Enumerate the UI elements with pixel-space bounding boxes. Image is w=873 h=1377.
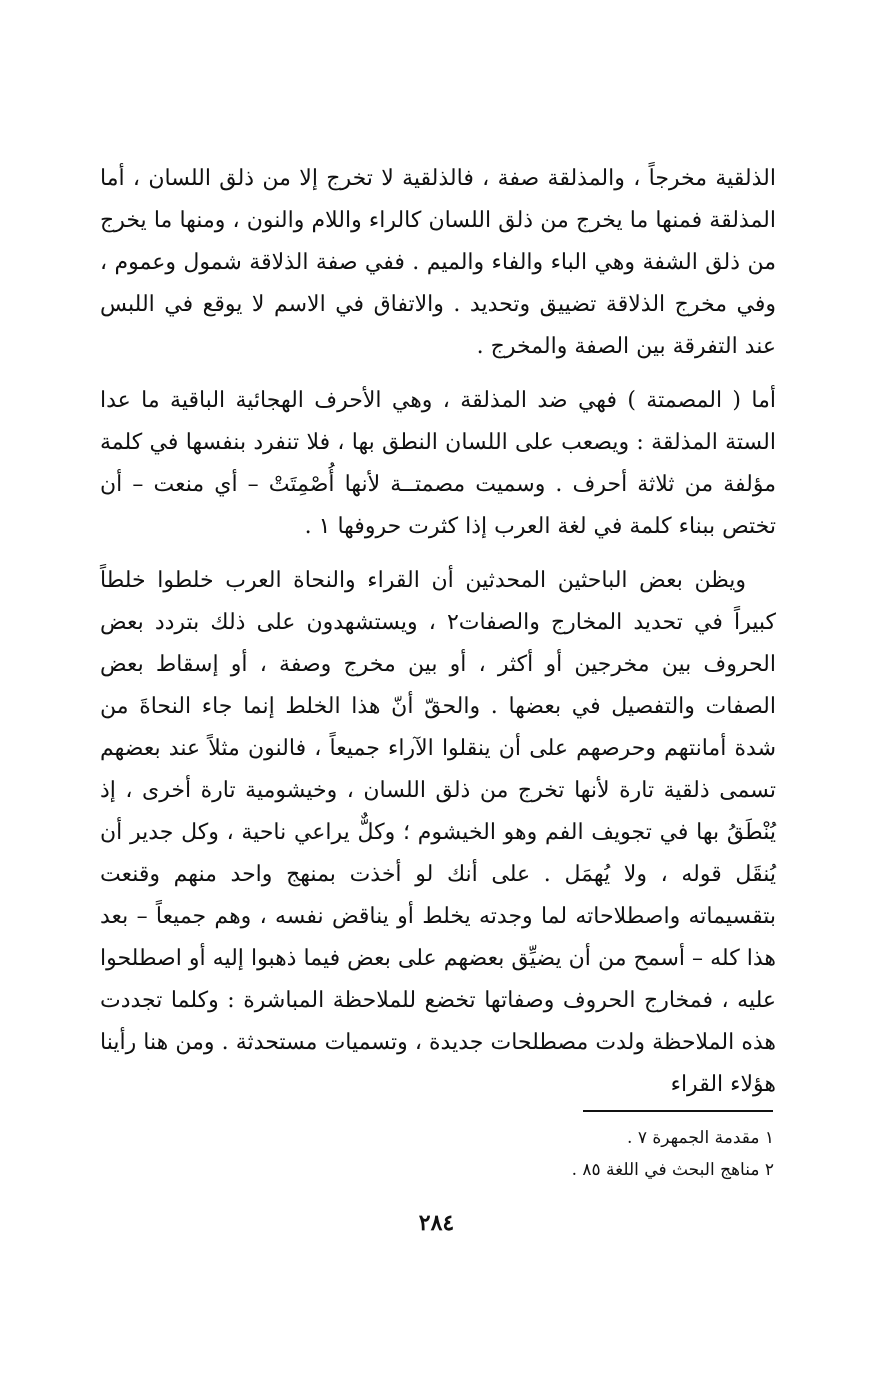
main-text-block [100,158,776,1106]
footnotes [560,1122,774,1186]
footnote-separator [583,1110,773,1112]
footnote-1: ١ مقدمة الجمهرة ٧ . [627,1128,774,1148]
paragraph-modern-researchers: ويظن بعض الباحثين المحدثين أن القراء والنحاة العرب خلطوا خلطاً كبيراً في تحديد المخارج والصفات٢ ، ويستشهدون على ذلك بتردد بعض الحروف بين مخرجين أو أكثر ، أو بين مخرج وصفة ، أو إسقاط بعض الصفات والتفصيل في بعضها . والحقّ أنّ هذا الخلط إنما جاء النحاةَ من شدة أمانتهم وحرصهم على أن ينقلوا الآراء جميعاً ، فالنون مثلاً عند بعضهم تسمى ذلقية تارة لأنها تخرج من ذلق اللسان ، وخيشومية تارة أخرى ، إذ يُنْطَقُ بها في تجويف الفم وهو الخيشوم ؛ وكلٌّ يراعي ناحية ، وكل جدير أن يُنقَل قوله ، ولا يُهمَل . على أنك لو أخذت بمنهج واحد منهم وقنعت بتقسيماته واصطلاحاته لما وجدته يخلط أو يناقض نفسه ، وهم جميعاً – بعد هذا كله – أسمح من أن يضيِّق بعضهم على بعض فيما ذهبوا إليه أو اصطلحوا عليه ، فمخارج الحروف وصفاتها تخضع للملاحظة المباشرة : وكلما تجددت هذه الملاحظة ولدت مصطلحات جديدة ، وتسميات مستحدثة . ومن هنا رأينا هؤلاء القراء [100,568,776,1097]
page-number: ٢٨٤ [418,1210,455,1236]
paragraph-dhalaqa: الذلقية مخرجاً ، والمذلقة صفة ، فالذلقية لا تخرج إلا من ذلق اللسان ، أما المذلقة فمنها ما يخرج من ذلق اللسان كالراء واللام والنون ، ومنها ما يخرج من ذلق الشفة وهي الباء والفاء والميم . ففي صفة الذلاقة شمول وعموم ، وفي مخرج الذلاقة تضييق وتحديد . والاتفاق في الاسم لا يوقع في اللبس عند التفرقة بين الصفة والمخرج . [100,166,776,359]
paragraph-musmata: أما ( المصمتة ) فهي ضد المذلقة ، وهي الأحرف الهجائية الباقية ما عدا الستة المذلقة : ويصعب على اللسان النطق بها ، فلا تنفرد بنفسها في كلمة مؤلفة من ثلاثة أحرف . وسميت مصمتــة لأنها أُصْمِتَتْ – أي منعت – أن تختص ببناء كلمة في لغة العرب إذا كثرت حروفها ١ . [100,388,776,539]
footnote-2: ٢ مناهج البحث في اللغة ٨٥ . [571,1160,774,1180]
